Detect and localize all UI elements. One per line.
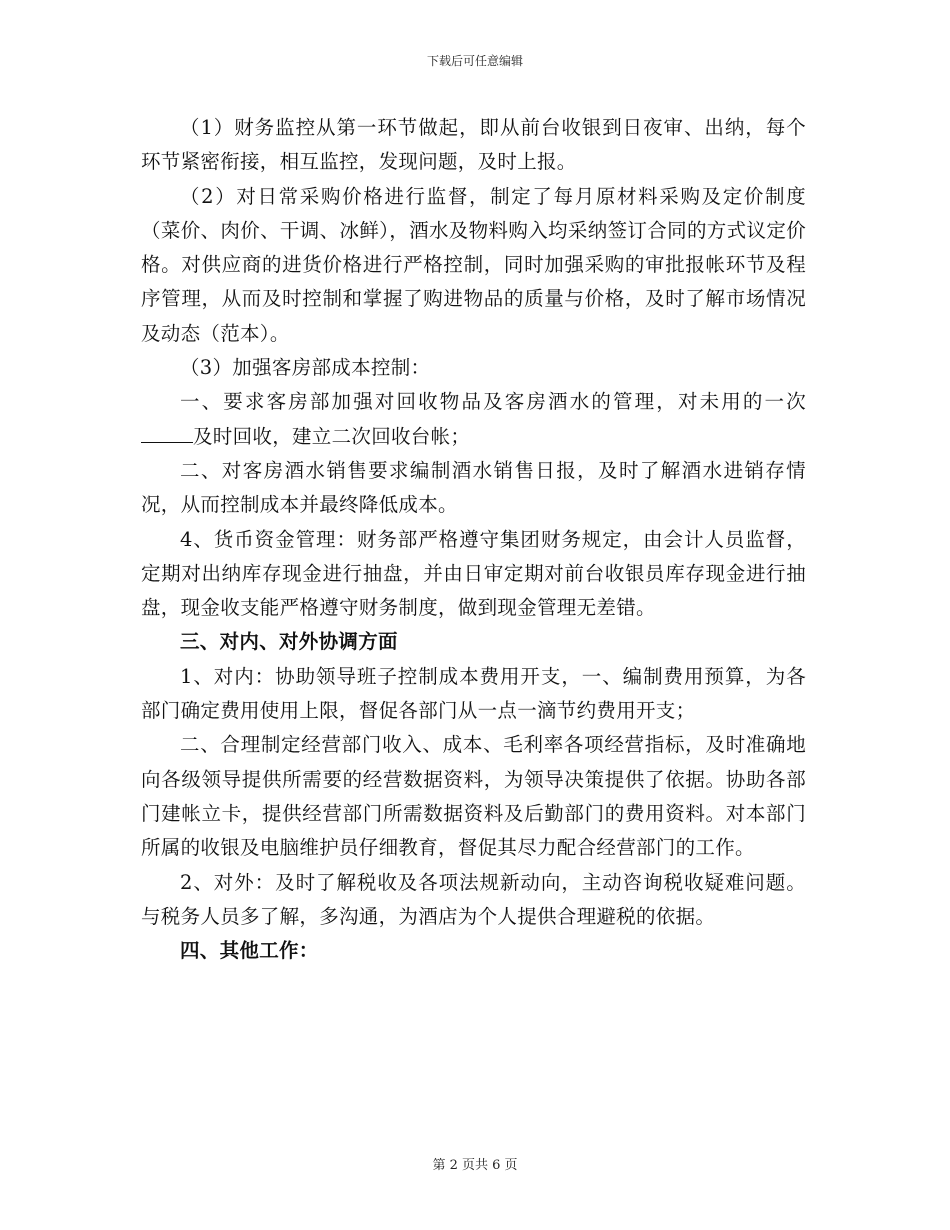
document-body xyxy=(141,111,806,968)
section-heading-other-work: 四、其他工作： xyxy=(180,939,319,963)
paragraph-housekeeping-recycling xyxy=(141,385,806,454)
paragraph-operating-indicators: 二、合理制定经营部门收入、成本、毛利率各项经营指标，及时准确地向各级领导提供所需要的经营数据资料，为领导决策提供了依据。协助各部门建帐立卡，提供经营部门所需数据资料及后勤部门的费用资料。对本部门所属的收银及电脑维护员仔细教育，督促其尽力配合经营部门的工作。 xyxy=(141,733,806,860)
paragraph-procurement-pricing: （2）对日常采购价格进行监督，制定了每月原材料采购及定价制度（菜价、肉价、干调、冰鲜），酒水及物料购入均采纳签订合同的方式议定价格。对供应商的进货价格进行严格控制，同时加强采购的审批报帐环节及程序管理，从而及时控制和掌握了购进物品的质量与价格，及时了解市场情况及动态（范本）。 xyxy=(141,184,806,345)
paragraph-financial-monitoring: （1）财务监控从第一环节做起，即从前台收银到日夜审、出纳，每个环节紧密衔接，相互监控，发现问题，及时上报。 xyxy=(141,116,806,174)
paragraph-text-after-blank: 及时回收，建立二次回收台帐； xyxy=(193,424,471,448)
paragraph-housekeeping-cost-title: （3）加强客房部成本控制： xyxy=(180,356,431,380)
paragraph-cash-management: 4、货币资金管理：财务部严格遵守集团财务规定，由会计人员监督，定期对出纳库存现金进行抽盘，并由日审定期对前台收银员库存现金进行抽盘，现金收支能严格遵守财务制度，做到现金管理无差错。 xyxy=(141,527,806,620)
paragraph-text-before-blank: 一、要求客房部加强对回收物品及客房酒水的管理，对未用的一次 xyxy=(180,390,806,414)
page-number-footer: 第 2 页共 6 页 xyxy=(432,1158,518,1173)
paragraph-internal-coordination: 1、对内：协助领导班子控制成本费用开支，一、编制费用预算，为各部门确定费用使用上限，督促各部门从一点一滴节约费用开支； xyxy=(141,664,806,723)
paragraph-minibar-sales: 二、对客房酒水销售要求编制酒水销售日报，及时了解酒水进销存情况，从而控制成本并最终降低成本。 xyxy=(141,458,806,517)
page-header: 下载后可任意编辑 xyxy=(426,54,523,68)
section-heading-coordination: 三、对内、对外协调方面 xyxy=(180,630,398,654)
paragraph-external-coordination: 2、对外：及时了解税收及各项法规新动向，主动咨询税收疑难问题。与税务人员多了解，多沟通，为酒店为个人提供合理避税的依据。 xyxy=(141,870,806,928)
fill-in-blank xyxy=(141,424,193,443)
